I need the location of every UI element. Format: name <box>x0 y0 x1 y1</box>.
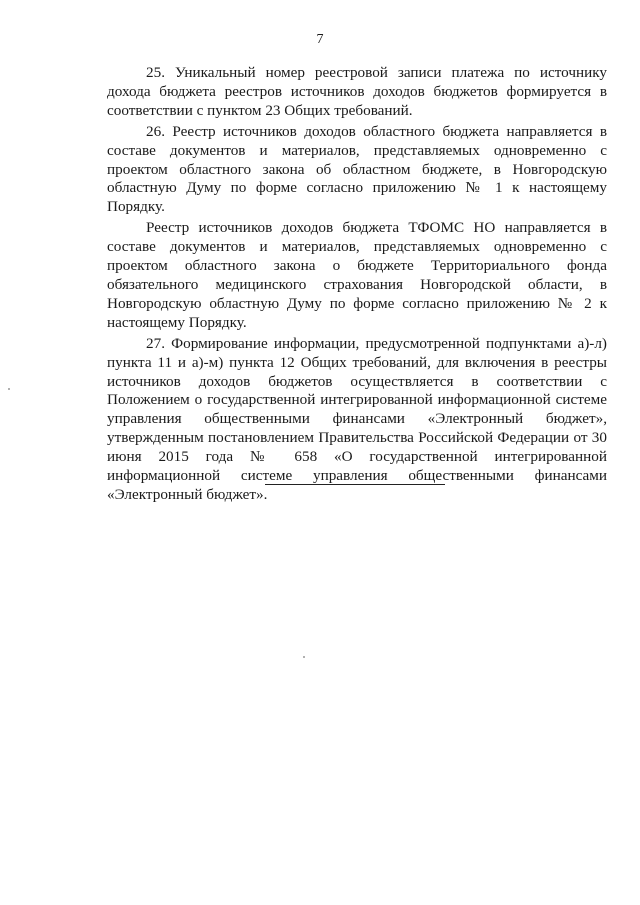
page-number: 7 <box>316 32 324 47</box>
scan-speck <box>8 388 10 390</box>
paragraph-26-tfoms: Реестр источников доходов бюджета ТФОМС НО направляется в составе документов и материалов, представляемых одновременно с проектом областного закона о бюджете Территориального фонда обязательного медицинского страхования Новгородской области, в Новгородскую областную Думу по форме согласно приложению № 2 к настоящему Порядку. <box>107 219 607 331</box>
scan-speck <box>303 656 305 658</box>
end-separator-line <box>265 484 445 485</box>
paragraph-27: 27. Формирование информации, предусмотренной подпунктами а)-л) пункта 11 и а)-м) пункта 12 Общих требований, для включения в реестры источников доходов бюджетов осуществляется в соответствии с Положением о государственной интегрированной информационной системе управления общественными финансами «Электронный бюджет», утвержденным постановлением Правительства Российской Федерации от 30 июня 2015 года № 658 «О государственной интегрированной информационной системе управления общественными финансами «Электронный бюджет». <box>107 334 607 503</box>
paragraph-26: 26. Реестр источников доходов областного бюджета направляется в составе документов и материалов, представляемых одновременно с проектом областного закона об областном бюджете, в Новгородскую областную Думу по форме согласно приложению № 1 к настоящему Порядку. <box>107 122 607 216</box>
document-body <box>107 64 607 507</box>
paragraph-25: 25. Уникальный номер реестровой записи платежа по источнику дохода бюджета реестров источников доходов бюджетов формируется в соответствии с пунктом 23 Общих требований. <box>107 64 607 119</box>
